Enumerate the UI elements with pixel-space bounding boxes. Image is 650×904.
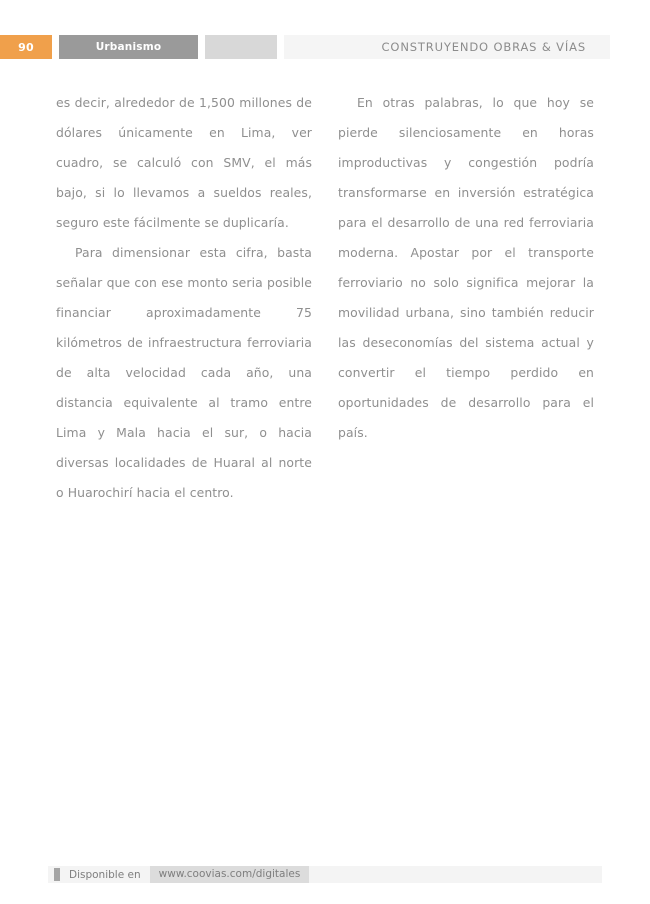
header-decorative-block [205,35,277,59]
page-content [56,88,594,508]
page-header [0,35,610,59]
right-column [338,88,594,508]
footer-url-link[interactable]: www.coovias.com/digitales [150,866,310,883]
header-gap-2 [198,35,205,59]
bookmark-icon [54,868,60,881]
page-footer [48,866,602,883]
paragraph: es decir, alrededor de 1,500 millones de dólares únicamente en Lima, ver cuadro, se calculó con SMV, el más bajo, si lo llevamos a sueldos reales, seguro este fácilmente se duplicaría. [56,95,312,230]
paragraph: Para dimensionar esta cifra, basta señalar que con ese monto seria posible financiar aproximadamente 75 kilómetros de infraestructura ferroviaria de alta velocidad cada año, una distancia equivalente al tramo entre Lima y Mala hacia el sur, o hacia diversas localidades de Huaral al norte o Huarochirí hacia el centro. [56,245,312,500]
header-gap-1 [52,35,59,59]
page-number-badge: 90 [0,35,52,59]
footer-label: Disponible en [69,868,141,881]
paragraph: En otras palabras, lo que hoy se pierde silenciosamente en horas improductivas y congestión podría transformarse en inversión estratégica para el desarrollo de una red ferroviaria moderna. Apostar por el transporte ferroviario no solo significa mejorar la movilidad urbana, sino también reducir las deseconomías del sistema actual y convertir el tiempo perdido en oportunidades de desarrollo para el país. [338,95,594,440]
left-column [56,88,312,508]
header-title-strip [284,35,610,59]
header-section-label: Urbanismo [59,35,198,59]
header-gap-3 [277,35,284,59]
publication-title: CONSTRUYENDO OBRAS & VÍAS [381,40,586,54]
